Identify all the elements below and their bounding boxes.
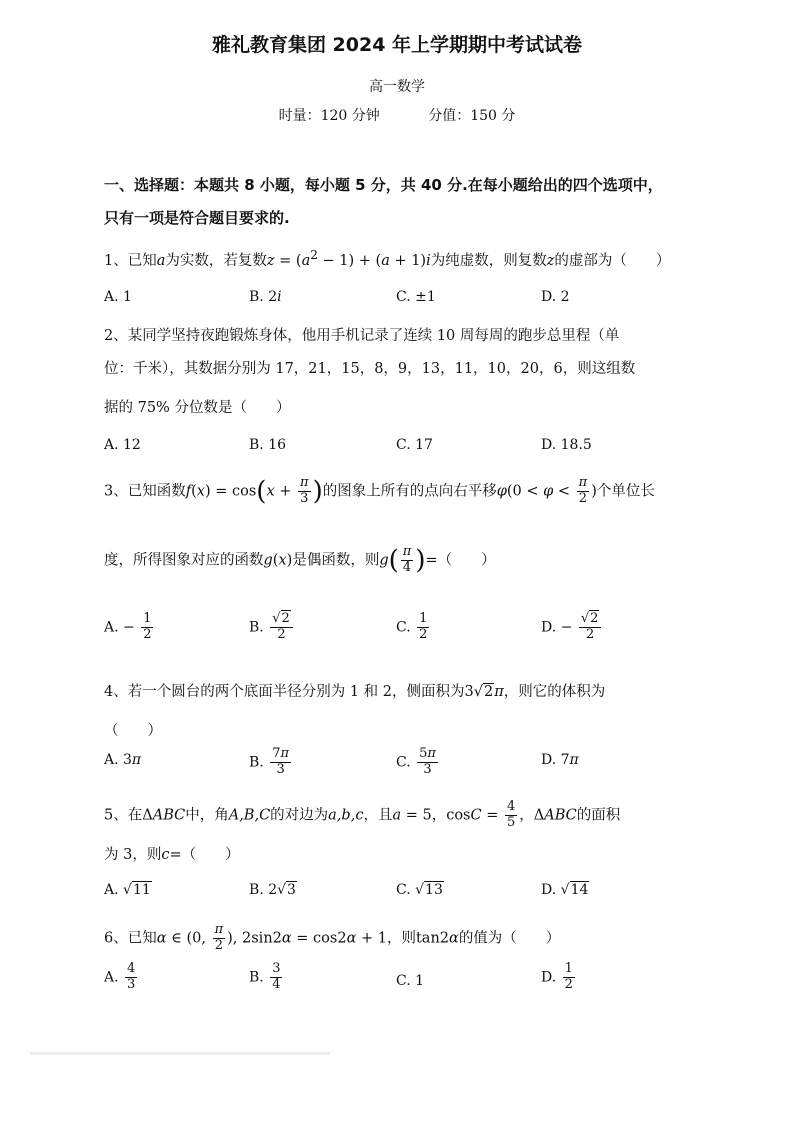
question-5-line2: 为 3，则c=（ ） <box>104 847 240 863</box>
question-4-line1: 4、若一个圆台的两个底面半径分别为 1 和 2，侧面积为3√2π，则它的体积为 <box>104 684 606 700</box>
q2-option-a: A. 12 <box>104 437 141 453</box>
question-2-line1: 2、某同学坚持夜跑锻炼身体，他用手机记录了连续 10 周每周的跑步总里程（单 <box>104 328 620 344</box>
question-1: 1、已知a为实数，若复数$z = (a^2 - 1) + (a + 1)i$为纯虚数，则复数z的虚部为（ ） <box>104 248 671 269</box>
q6-option-a: A. $\frac{4}{3}$ <box>104 961 136 992</box>
exam-meta <box>0 105 794 125</box>
scan-artifact <box>30 1052 330 1055</box>
q5-option-c: C. √13 <box>396 882 443 898</box>
question-3-line1: 3、已知函数f(x) = cos(x + $\frac{\pi}{3}$ )的图象上所有的点向右平移φ(0 < φ < $\frac{\pi}{2}$ )个单位长 <box>104 475 655 507</box>
q4-option-b: B. $\frac{7\pi}{3}$ <box>249 746 290 777</box>
exam-time: 时量：120 分钟 <box>278 108 380 124</box>
q6-option-d: D. $\frac{1}{2}$ <box>541 961 573 992</box>
q6-option-b: B. $\frac{3}{4}$ <box>249 961 281 992</box>
q5-option-a: A. √11 <box>104 882 151 898</box>
section-heading-line2: 只有一项是符合题目要求的. <box>104 209 290 227</box>
q1-option-a: A. 1 <box>104 289 132 305</box>
q1-option-b: B. 2i <box>249 289 282 305</box>
q3-option-c: C. $\frac{1}{2}$ <box>396 611 428 642</box>
q3-option-a: A. − $\frac{1}{2}$ <box>104 611 152 642</box>
exam-score: 分值：150 分 <box>428 108 516 124</box>
q3-option-d: D. − $\frac{√2}{2}$ <box>541 612 603 643</box>
q2-option-d: D. 18.5 <box>541 437 592 453</box>
q5-option-d: D. √14 <box>541 882 589 898</box>
q2-option-b: B. 16 <box>249 437 287 453</box>
question-3-line2: 度，所得图象对应的函数g(x)是偶函数，则g( $\frac{\pi}{4}$ )=（ ） <box>104 544 496 576</box>
question-2-line3: 据的 75% 分位数是（ ） <box>104 400 291 416</box>
exam-title: 雅礼教育集团 2024 年上学期期中考试试卷 <box>211 34 583 56</box>
q1-option-d: D. 2 <box>541 289 570 305</box>
q3-option-b: B. $\frac{√2}{2}$ <box>249 612 295 643</box>
q4-option-c: C. $\frac{5\pi}{3}$ <box>396 746 436 777</box>
q4-option-d: D. 7π <box>541 752 579 768</box>
question-4-line2: （ ） <box>104 723 162 739</box>
q5-option-b: B. 2√3 <box>249 882 296 898</box>
section-heading-line1: 一、选择题：本题共 8 小题，每小题 5 分，共 40 分.在每小题给出的四个选项中， <box>104 176 663 194</box>
question-5-line1: 5、在ΔABC中，角A,B,C的对边为a,b,c，且a = 5，cosC = $\frac{4}{5}$ ，ΔABC的面积 <box>104 799 621 830</box>
q1-option-c: C. ±1 <box>396 289 436 305</box>
question-6-line1: 6、已知α ∈ (0, $\frac{\pi}{2}$ ), 2sin2α = cos2α + 1，则tan2α的值为（ ） <box>104 922 561 953</box>
q6-option-c: C. 1 <box>396 973 425 989</box>
q2-option-c: C. 17 <box>396 437 433 453</box>
question-2-line2: 位：千米），其数据分别为 17，21，15，8，9，13，11，10，20，6，则这组数 <box>104 361 636 377</box>
exam-subject: 高一数学 <box>369 79 425 95</box>
q4-option-a: A. 3π <box>104 752 142 768</box>
